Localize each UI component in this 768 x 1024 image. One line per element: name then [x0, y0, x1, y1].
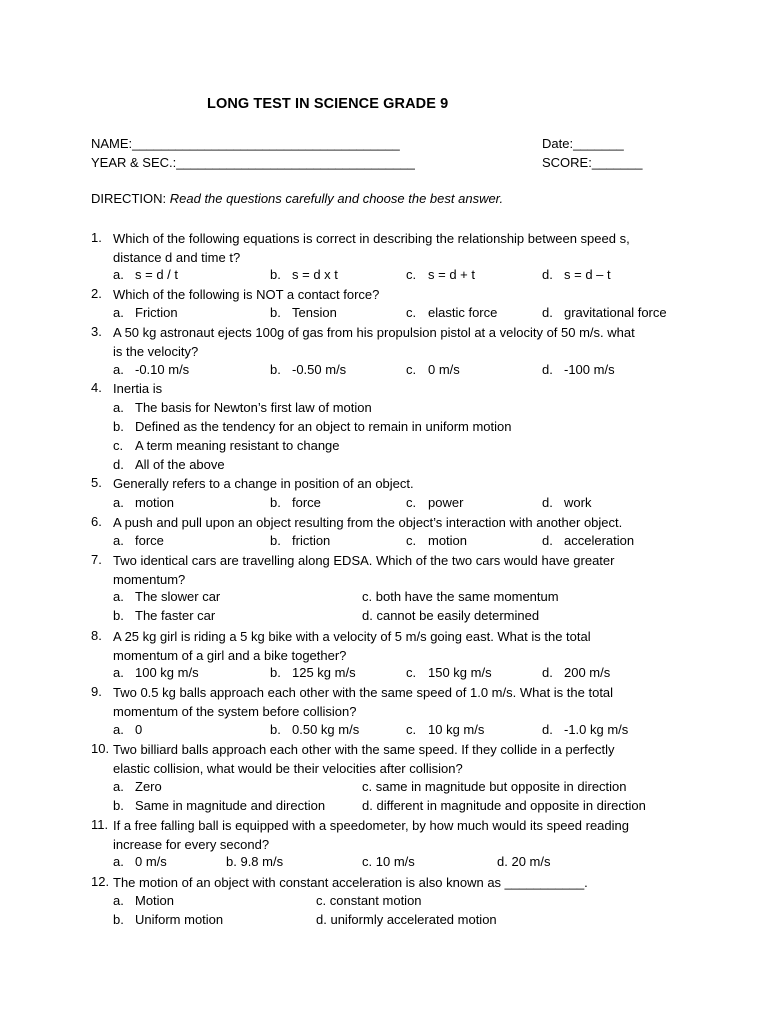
question-3-option-c	[406, 361, 460, 379]
option-text: 10 kg m/s	[428, 722, 485, 737]
question-2-number: 2.	[91, 286, 102, 301]
question-10-option-a	[113, 778, 162, 796]
option-text: All of the above	[135, 457, 225, 472]
page-title: LONG TEST IN SCIENCE GRADE 9	[207, 96, 449, 112]
option-text: The basis for Newton’s first law of motion	[135, 400, 372, 415]
option-text: gravitational force	[564, 305, 667, 320]
option-letter: d.	[497, 854, 508, 869]
option-letter: a.	[113, 362, 124, 377]
question-7-option-d	[362, 607, 539, 625]
question-7-text	[113, 551, 673, 589]
question-7-option-c	[362, 588, 559, 606]
question-line: Inertia is	[113, 381, 163, 396]
option-letter: b.	[270, 495, 281, 510]
option-text: motion	[428, 533, 468, 548]
question-line: momentum of the system before collision?	[113, 704, 357, 719]
option-letter: a.	[113, 495, 124, 510]
date-field: Date:_______	[542, 136, 624, 151]
question-line: is the velocity?	[113, 344, 199, 359]
option-letter: d.	[542, 362, 553, 377]
question-line: momentum of a girl and a bike together?	[113, 648, 347, 663]
option-text: -100 m/s	[564, 362, 615, 377]
option-text: acceleration	[564, 533, 635, 548]
question-line: Which of the following is NOT a contact force?	[113, 287, 380, 302]
question-6-option-b	[270, 532, 330, 550]
question-12-number: 12.	[91, 874, 110, 889]
question-10-option-b	[113, 797, 325, 815]
option-letter: c.	[362, 589, 373, 604]
option-letter: a.	[113, 305, 124, 320]
option-text: 200 m/s	[564, 665, 611, 680]
option-text: motion	[135, 495, 175, 510]
option-letter: c.	[362, 854, 373, 869]
question-9-option-b	[270, 721, 359, 739]
option-letter: b.	[270, 533, 281, 548]
question-11-text	[113, 816, 673, 854]
question-line: Two 0.5 kg balls approach each other with the same speed of 1.0 m/s. What is the total	[113, 685, 614, 700]
option-text: 9.8 m/s	[240, 854, 284, 869]
option-letter: c.	[406, 305, 417, 320]
question-9-number: 9.	[91, 684, 102, 699]
option-letter: c.	[406, 267, 417, 282]
option-letter: b.	[226, 854, 237, 869]
question-5-option-a	[113, 494, 174, 512]
option-text: Same in magnitude and direction	[135, 798, 326, 813]
question-3-text	[113, 323, 673, 361]
question-line: Two billiard balls approach each other with the same speed. If they collide in a perfectly	[113, 742, 615, 757]
option-text: friction	[292, 533, 331, 548]
option-text: elastic force	[428, 305, 498, 320]
option-text: Tension	[292, 305, 337, 320]
question-6-number: 6.	[91, 514, 102, 529]
question-12-option-b	[113, 911, 223, 929]
option-text: 0.50 kg m/s	[292, 722, 360, 737]
question-6-option-c	[406, 532, 467, 550]
question-8-text	[113, 627, 673, 665]
direction-label: DIRECTION:	[91, 191, 167, 206]
question-5-number: 5.	[91, 475, 102, 490]
option-letter: b.	[113, 419, 124, 434]
question-4-option-c	[113, 437, 340, 455]
question-3-option-a	[113, 361, 189, 379]
question-12-option-c	[316, 892, 422, 910]
option-letter: b.	[270, 665, 281, 680]
question-1-option-c	[406, 266, 475, 284]
option-letter: a.	[113, 893, 124, 908]
question-2-option-d	[542, 304, 667, 322]
option-letter: c.	[316, 893, 327, 908]
option-text: cannot be easily determined	[376, 608, 540, 623]
option-letter: c.	[406, 495, 417, 510]
option-letter: a.	[113, 533, 124, 548]
option-text: s = d / t	[135, 267, 178, 282]
question-4-option-b	[113, 418, 512, 436]
option-letter: d.	[542, 305, 553, 320]
question-7-option-b	[113, 607, 215, 625]
question-1-text	[113, 229, 673, 267]
question-1-option-b	[270, 266, 338, 284]
question-11-option-d	[497, 853, 550, 871]
option-text: Zero	[135, 779, 162, 794]
option-text: work	[564, 495, 592, 510]
option-letter: b.	[270, 305, 281, 320]
question-10-option-d	[362, 797, 646, 815]
option-text: force	[135, 533, 164, 548]
option-letter: d.	[542, 722, 553, 737]
question-11-number: 11.	[91, 817, 109, 832]
option-text: 100 kg m/s	[135, 665, 199, 680]
option-text: 0 m/s	[135, 854, 167, 869]
question-2-option-a	[113, 304, 178, 322]
option-letter: b.	[113, 798, 124, 813]
question-1-option-a	[113, 266, 178, 284]
question-4-option-a	[113, 399, 372, 417]
option-text: 10 m/s	[375, 854, 415, 869]
name-field: NAME:_____________________________________	[91, 136, 400, 151]
option-letter: b.	[270, 362, 281, 377]
question-line: A push and pull upon an object resulting from the object’s interaction with another object.	[113, 515, 623, 530]
question-line: Generally refers to a change in position of an object.	[113, 476, 414, 491]
option-text: s = d x t	[292, 267, 338, 282]
question-6-text	[113, 513, 673, 532]
option-text: power	[428, 495, 464, 510]
option-text: 20 m/s	[511, 854, 551, 869]
option-letter: a.	[113, 589, 124, 604]
question-8-option-c	[406, 664, 492, 682]
option-letter: d.	[542, 665, 553, 680]
option-letter: c.	[406, 665, 417, 680]
option-text: s = d + t	[428, 267, 475, 282]
option-letter: c.	[113, 438, 124, 453]
option-text: Uniform motion	[135, 912, 224, 927]
option-text: s = d – t	[564, 267, 611, 282]
option-letter: d.	[316, 912, 327, 927]
option-text: The slower car	[135, 589, 221, 604]
question-3-option-b	[270, 361, 346, 379]
option-letter: b.	[270, 722, 281, 737]
option-text: Friction	[135, 305, 178, 320]
option-letter: c.	[406, 722, 417, 737]
option-text: -0.10 m/s	[135, 362, 190, 377]
question-9-option-a	[113, 721, 142, 739]
direction	[91, 190, 503, 208]
question-10-option-c	[362, 778, 627, 796]
option-text: uniformly accelerated motion	[330, 912, 497, 927]
question-12-option-a	[113, 892, 174, 910]
question-1-number: 1.	[91, 230, 102, 245]
question-11-option-c	[362, 853, 415, 871]
option-text: 0	[135, 722, 143, 737]
option-text: force	[292, 495, 321, 510]
question-9-text	[113, 683, 673, 721]
direction-text: Read the questions carefully and choose the best answer.	[169, 191, 504, 206]
question-5-text	[113, 474, 673, 493]
question-6-option-d	[542, 532, 634, 550]
question-line: Which of the following equations is correct in describing the relationship between speed s,	[113, 231, 630, 246]
question-line: elastic collision, what would be their velocities after collision?	[113, 761, 463, 776]
option-text: A term meaning resistant to change	[135, 438, 340, 453]
option-letter: a.	[113, 665, 124, 680]
option-letter: a.	[113, 779, 124, 794]
option-text: Motion	[135, 893, 175, 908]
question-7-number: 7.	[91, 552, 102, 567]
question-line: distance d and time t?	[113, 250, 241, 265]
option-letter: d.	[113, 457, 124, 472]
question-line: If a free falling ball is equipped with a speedometer, by how much would its speed reading	[113, 818, 629, 833]
question-line: Two identical cars are travelling along EDSA. Which of the two cars would have greater	[113, 553, 615, 568]
year-section-field: YEAR & SEC.:_________________________________	[91, 155, 415, 170]
option-letter: d.	[542, 495, 553, 510]
question-8-number: 8.	[91, 628, 102, 643]
question-3-number: 3.	[91, 324, 102, 339]
option-letter: c.	[406, 362, 417, 377]
question-9-option-c	[406, 721, 484, 739]
option-text: -1.0 kg m/s	[564, 722, 629, 737]
question-2-option-c	[406, 304, 497, 322]
option-letter: a.	[113, 267, 124, 282]
option-text: -0.50 m/s	[292, 362, 347, 377]
option-letter: d.	[542, 533, 553, 548]
question-8-option-a	[113, 664, 199, 682]
question-8-option-b	[270, 664, 356, 682]
question-10-text	[113, 740, 673, 778]
option-letter: b.	[270, 267, 281, 282]
option-letter: a.	[113, 400, 124, 415]
question-5-option-c	[406, 494, 463, 512]
option-text: same in magnitude but opposite in direction	[375, 779, 627, 794]
option-text: 0 m/s	[428, 362, 460, 377]
question-5-option-b	[270, 494, 321, 512]
question-12-text	[113, 873, 673, 892]
question-10-number: 10.	[91, 741, 110, 756]
question-7-option-a	[113, 588, 220, 606]
option-letter: d.	[362, 798, 373, 813]
option-letter: d.	[362, 608, 373, 623]
question-line: increase for every second?	[113, 837, 270, 852]
question-12-option-d	[316, 911, 497, 929]
question-line: momentum?	[113, 572, 186, 587]
option-text: both have the same momentum	[375, 589, 559, 604]
question-4-text	[113, 379, 673, 398]
question-2-option-b	[270, 304, 337, 322]
option-text: 150 kg m/s	[428, 665, 492, 680]
question-5-option-d	[542, 494, 591, 512]
score-field: SCORE:_______	[542, 155, 643, 170]
question-11-option-a	[113, 853, 167, 871]
question-line: A 25 kg girl is riding a 5 kg bike with a velocity of 5 m/s going east. What is the total	[113, 629, 591, 644]
option-text: different in magnitude and opposite in direction	[376, 798, 646, 813]
question-11-option-b	[226, 853, 283, 871]
option-letter: a.	[113, 854, 124, 869]
option-letter: b.	[113, 608, 124, 623]
question-6-option-a	[113, 532, 164, 550]
question-9-option-d	[542, 721, 628, 739]
question-line: The motion of an object with constant acceleration is also known as ___________.	[113, 875, 588, 890]
option-letter: b.	[113, 912, 124, 927]
question-8-option-d	[542, 664, 610, 682]
option-text: Defined as the tendency for an object to remain in uniform motion	[135, 419, 512, 434]
question-line: A 50 kg astronaut ejects 100g of gas from his propulsion pistol at a velocity of 50 m/s. what	[113, 325, 635, 340]
option-letter: a.	[113, 722, 124, 737]
question-3-option-d	[542, 361, 615, 379]
option-letter: d.	[542, 267, 553, 282]
option-text: The faster car	[135, 608, 216, 623]
option-text: constant motion	[329, 893, 422, 908]
question-4-option-d	[113, 456, 225, 474]
question-1-option-d	[542, 266, 611, 284]
option-text: 125 kg m/s	[292, 665, 356, 680]
option-letter: c.	[406, 533, 417, 548]
question-4-number: 4.	[91, 380, 102, 395]
question-2-text	[113, 285, 673, 304]
option-letter: c.	[362, 779, 373, 794]
